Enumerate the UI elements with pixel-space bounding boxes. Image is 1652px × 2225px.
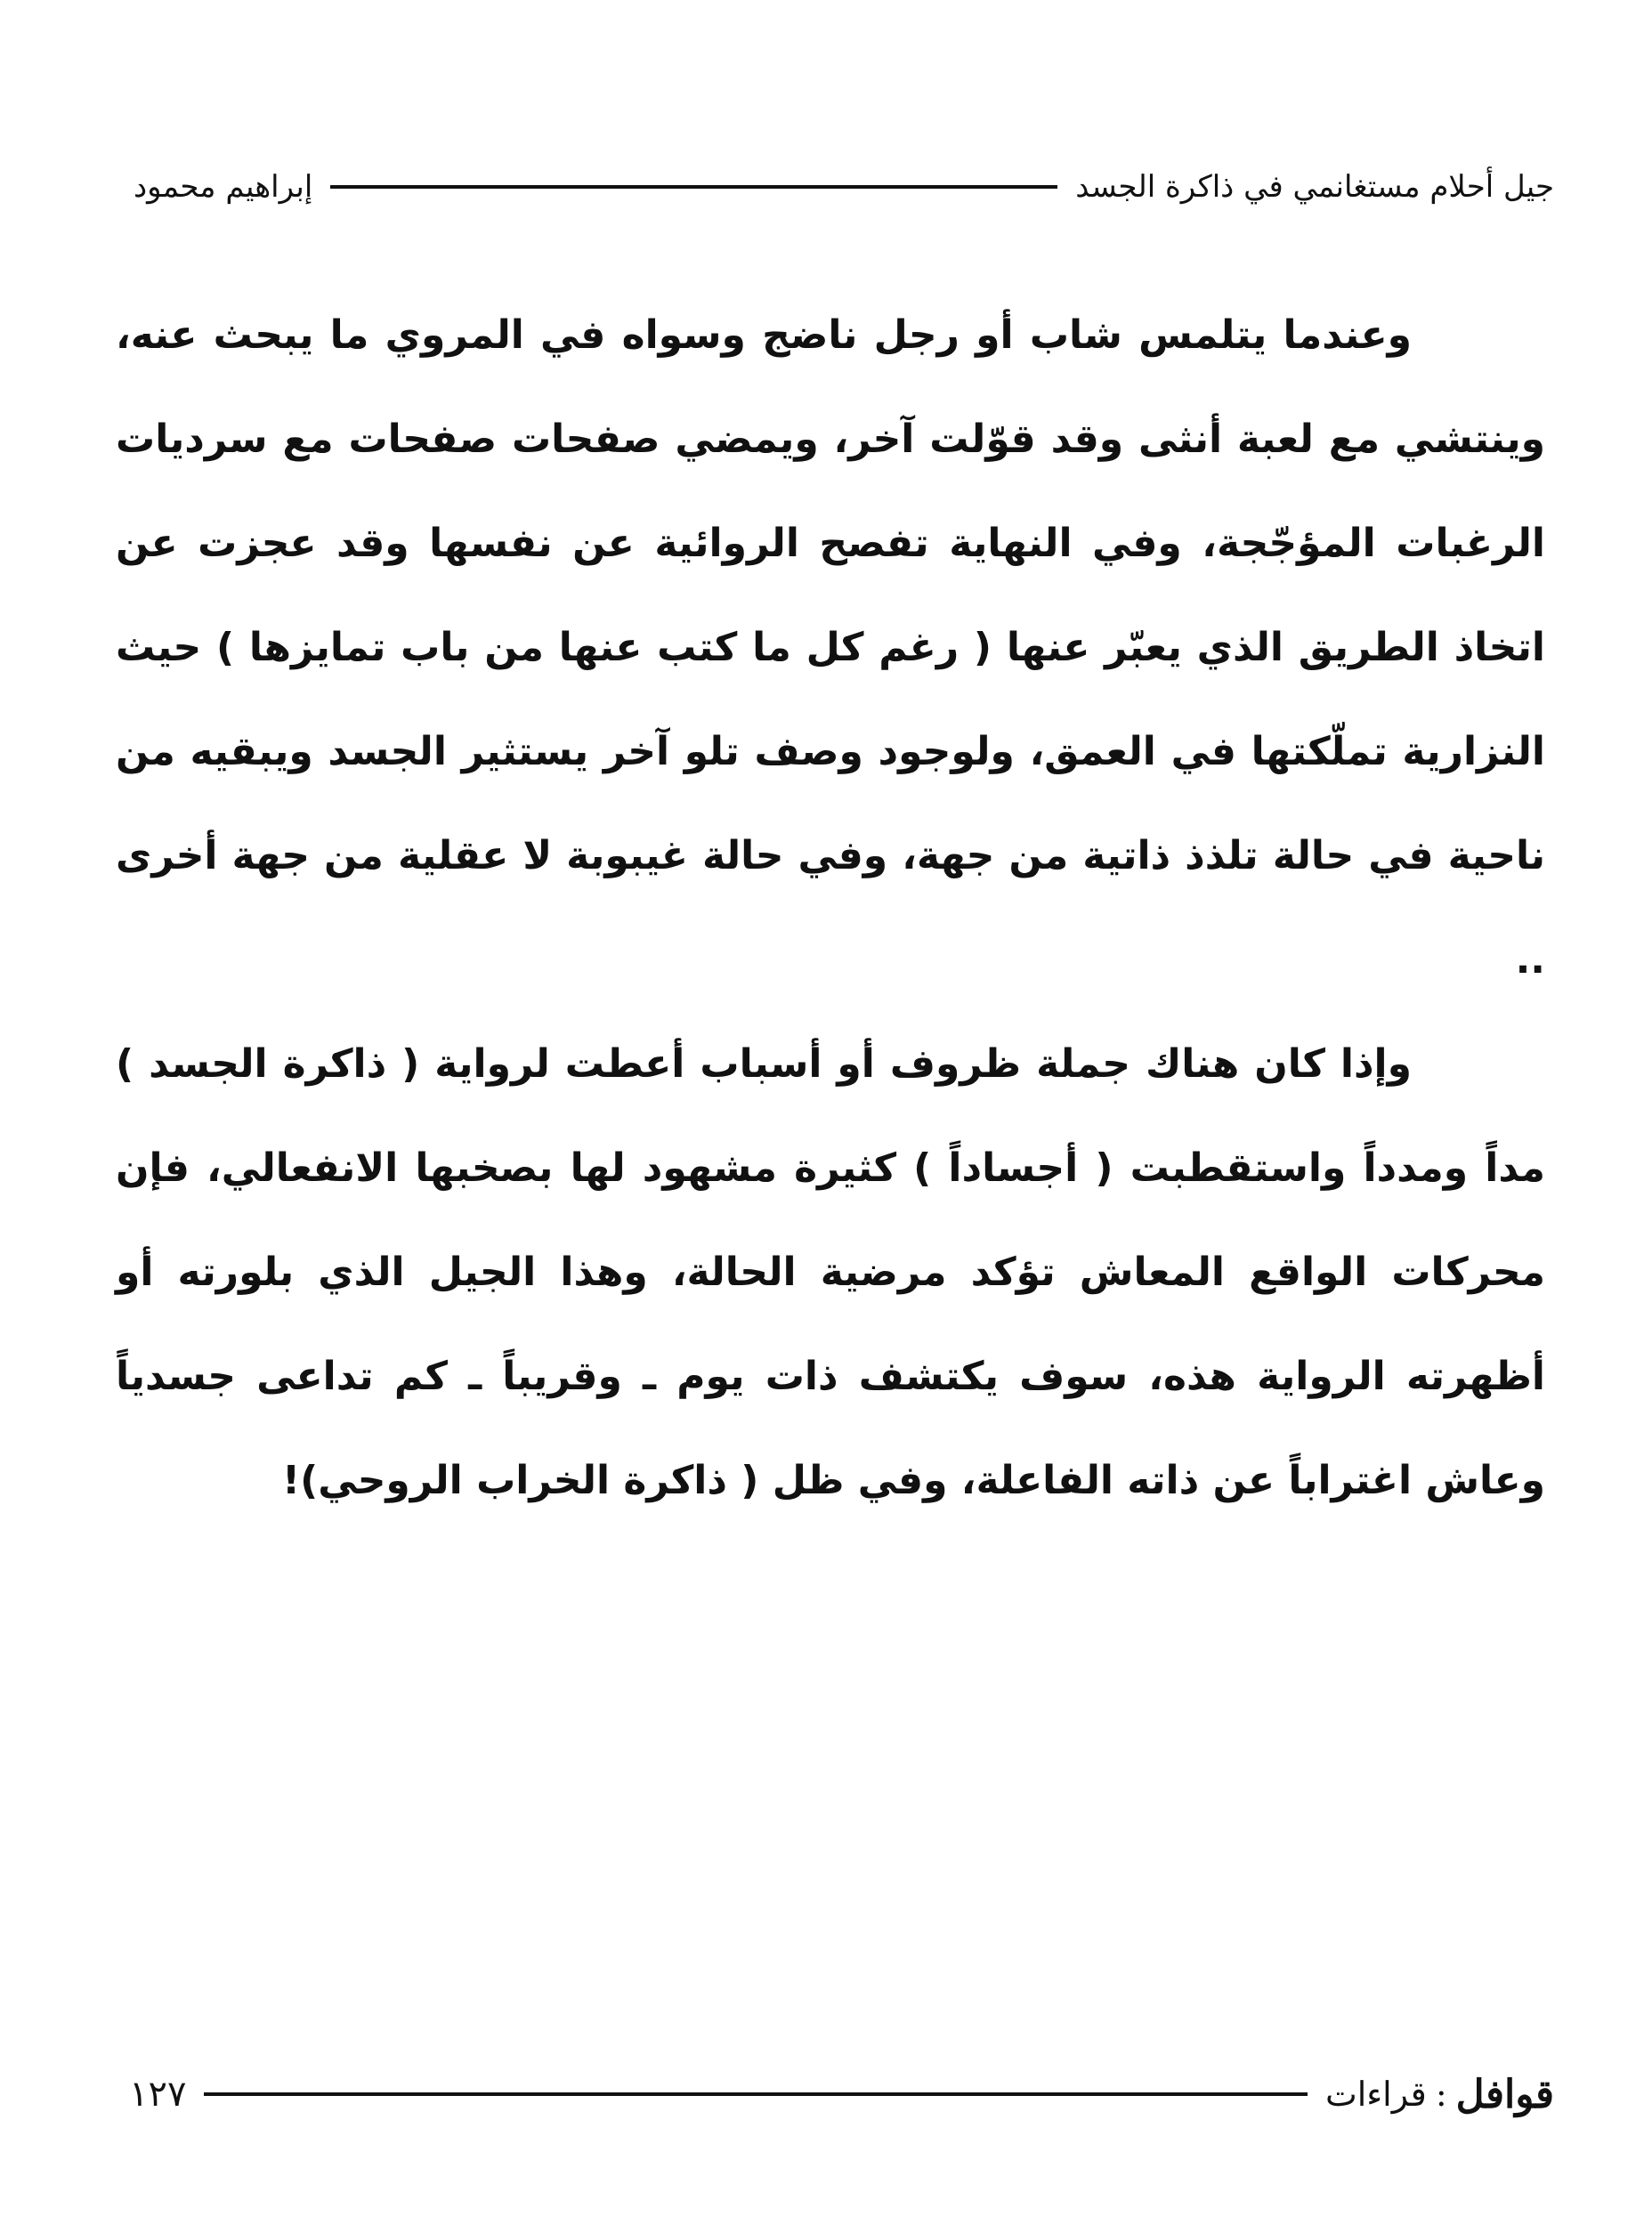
running-footer bbox=[129, 2063, 1554, 2125]
footer-section-name: قراءات bbox=[1324, 2075, 1427, 2114]
running-header bbox=[134, 160, 1554, 214]
paragraph-2: وإذا كان هناك جملة ظروف أو أسباب أعطت لرواية ( ذاكرة الجسد ) مداً ومدداً واستقطبت ( أجساداً ) كثيرة مشهود لها بصخبها الانفعالي، فإن محركات الواقع المعاش تؤكد مرضية الحالة، وهذا الجيل الذي بلورته أو أظهرته الرواية هذه، سوف يكتشف ذات يوم ـ وقريباً ـ كم تداعى جسدياً وعاش اغتراباً عن ذاته الفاعلة، وفي ظل ( ذاكرة الخراب الروحي)! bbox=[116, 1041, 1545, 1503]
footer-journal-name: قوافل bbox=[1455, 2071, 1554, 2117]
header-author: إبراهيم محمود bbox=[134, 169, 313, 205]
footer-separator: : bbox=[1435, 2075, 1447, 2114]
header-rule bbox=[330, 185, 1057, 189]
header-title: جيل أحلام مستغانمي في ذاكرة الجسد bbox=[1075, 169, 1554, 205]
page-number: ١٢٧ bbox=[129, 2074, 187, 2115]
footer-rule bbox=[204, 2092, 1308, 2096]
paragraph-1: وعندما يتلمس شاب أو رجل ناضج وسواه في المروي ما يبحث عنه، وينتشي مع لعبة أنثى وقد قوّلت آخر، ويمضي صفحات صفحات مع سرديات الرغبات المؤجّجة، وفي النهاية تفصح الروائية عن نفسها وقد عجزت عن اتخاذ الطريق الذي يعبّر عنها ( رغم كل ما كتب عنها من باب تمايزها ) حيث النزارية تملّكتها في العمق، ولوجود وصف تلو آخر يستثير الجسد ويبقيه من ناحية في حالة تلذذ ذاتية من جهة، وفي حالة غيبوبة لا عقلية من جهة أخرى .. bbox=[116, 312, 1545, 983]
body-text bbox=[116, 283, 1545, 1533]
